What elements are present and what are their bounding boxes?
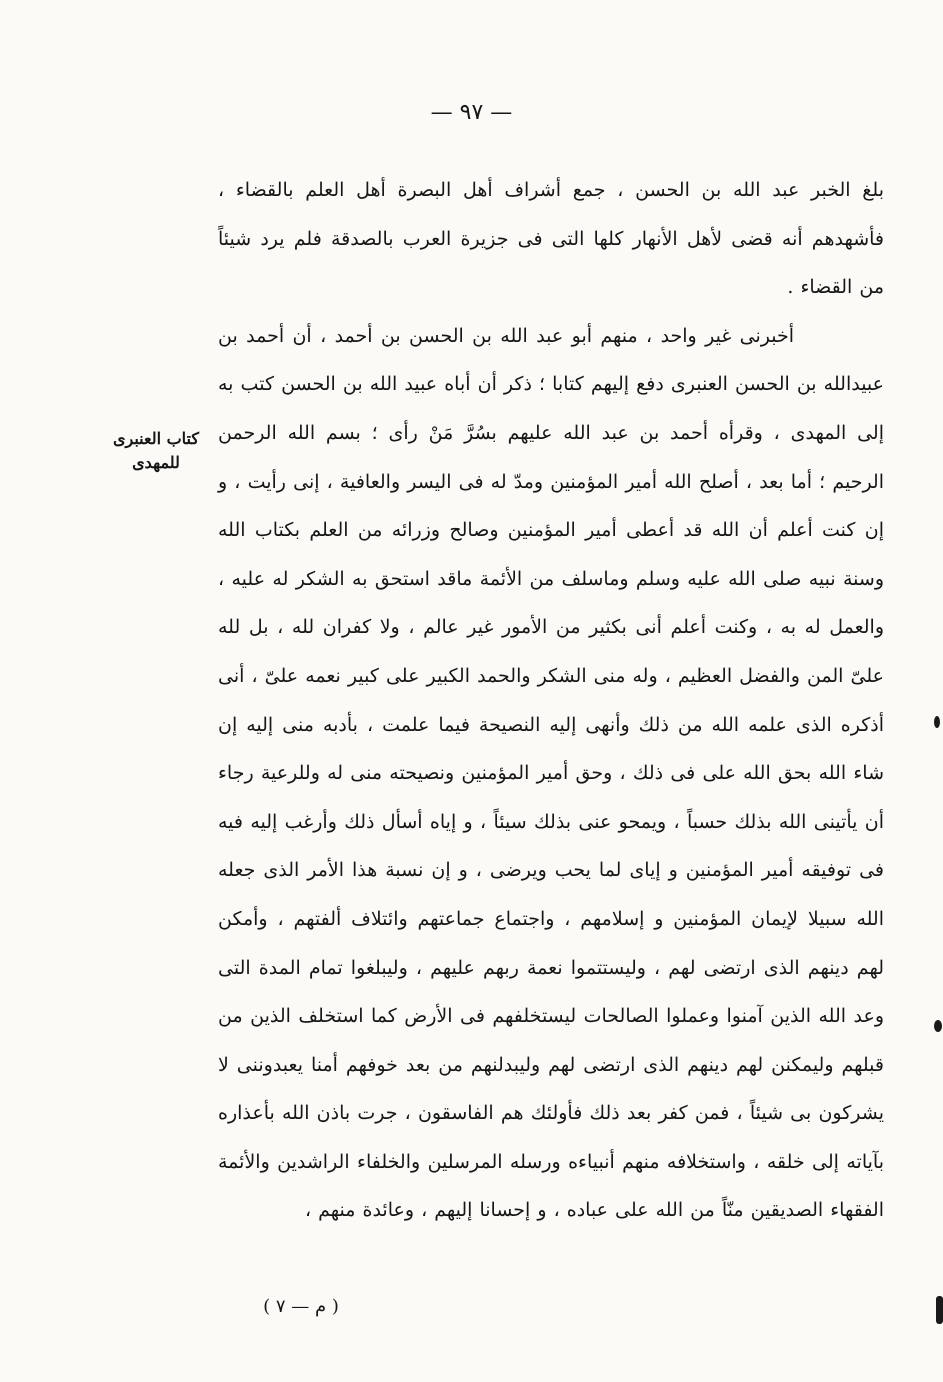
margin-note-line: كتاب العنبرى [113,429,199,448]
signature-mark: ( م — ٧ ) [263,1296,339,1317]
paragraph: أخبرنى غير واحد ، منهم أبو عبد الله بن الحسن بن أحمد ، أن أحمد بن عبيدالله بن الحسن العنبرى دفع إليهم كتابا ؛ ذكر أن أباه عبيد الله بن الحسن كتب به إلى المهدى ، وقرأه أحمد بن عبد الله عليهم بسُرَّ مَنْ رأى ؛ بسم الله الرحمن الرحيم ؛ أما بعد ، أصلح الله أمير المؤمنين ومدّ له فى اليسر والعافية ، إنى رأيت ، و إن كنت أعلم أن الله قد أعطى أمير المؤمنين وصالح وزرائه من العلم بكتاب الله وسنة نبيه صلى الله عليه وسلم وماسلف من الأئمة ماقد استحق به الشكر له عليه ، والعمل له به ، وكنت أعلم أنى بكثير من الأمور غير عالم ، ولا كفران لله ، بل لله علىّ المن والفضل العظيم ، وله منى الشكر والحمد الكبير على كبير نعمه علىّ ، أنى أذكره الذى علمه الله من ذلك وأنهى إليه النصيحة فيما علمت ، بأدبه منى إليه إن شاء الله بحق الله على فى ذلك ، وحق أمير المؤمنين ونصيحته منى له وللرعية رجاء أن يأتينى الله بذلك حسباً ، ويمحو عنى بذلك سيئاً ، و إياه أسأل ذلك وأرغب إليه فيه فى توفيقه أمير المؤمنين و إياى لما يحب ويرضى ، و إن نسبة هذا الأمر الذى جعله الله سبيلا لإيمان المؤمنين و إسلامهم ، واجتماع جماعتهم وائتلاف ألفتهم ، وأمكن لهم دينهم الذى ارتضى لهم ، وليستتموا نعمة ربهم عليهم ، وليبلغوا تمام المدة التى وعد الله الذين آمنوا وعملوا الصالحات ليستخلفهم فى الأرض كما استخلف الذين من قبلهم وليمكنن لهم دينهم الذى ارتضى لهم وليبدلنهم من بعد خوفهم أمنا يعبدوننى لا يشركون بى شيئاً ، فمن كفر بعد ذلك فأولئك هم الفاسقون ، جرت باذن الله بأعذاره بآياته إلى خلقه ، واستخلافه منهم أنبياءه ورسله المرسلين والخلفاء الراشدين والأئمة الفقهاء الصديقين منّاً من الله على عباده ، و إحسانا إليهم ، وعائدة منهم ، [218,324,884,1222]
paragraph: بلغ الخبر عبد الله بن الحسن ، جمع أشراف أهل البصرة أهل العلم بالقضاء ، فأشهدهم أنه قضى لأهل الأنهار كلها التى فى جزيرة العرب بالصدقة فلم يرد شيئاً من القضاء . [218,179,884,299]
margin-note [96,427,216,475]
body-text [218,166,884,1235]
margin-note-line: للمهدى [132,453,180,472]
page-number: — ٩٧ — [430,100,513,125]
scan-edge-mark [934,1020,942,1032]
scan-edge-mark [934,716,940,728]
scan-edge-mark [936,1296,943,1324]
